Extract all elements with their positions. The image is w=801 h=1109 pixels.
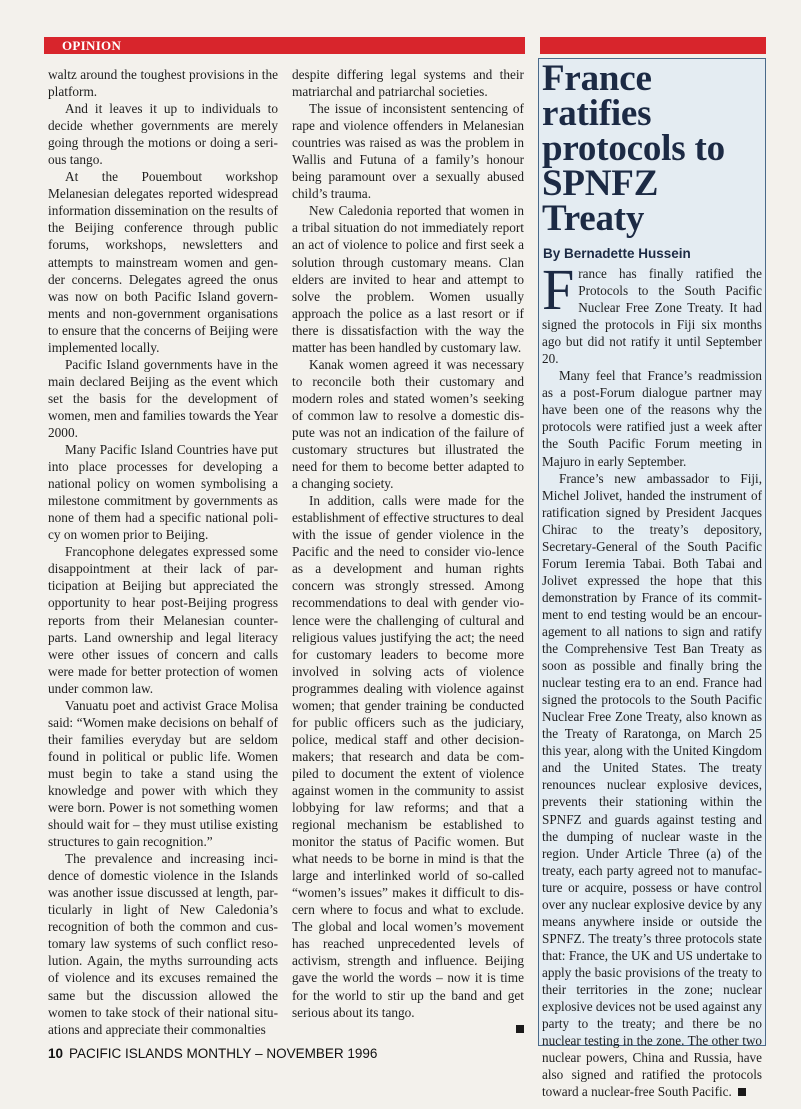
paragraph: Francophone delegates expressed some disappointment at their lack of par-ticipation at Beijing but appreciated the opportunity to hear post-Beijing progress reports from their Melanesian counter-parts. Land ownership and legal literacy were other issues of concern and calls were made for better protection of women under common law. <box>48 544 278 696</box>
paragraph: And it leaves it up to individuals to decide whether governments are merely going through the motions or doing a seri-ous tango. <box>48 101 278 168</box>
paragraph: Pacific Island governments have in the main declared Beijing as the event which set the basis for the development of women, men and families towards the Year 2000. <box>48 356 278 440</box>
sidebar-article <box>538 58 766 1100</box>
paragraph: The issue of inconsistent sentencing of rape and violence offenders in Melanesian countries was raised as was the problem in Wallis and Futuna of a family’s honour being paramount over a sexually abused child’s trauma. <box>292 101 524 202</box>
paragraph: New Caledonia reported that women in a tribal situation do not immediately report an act of violence to police and first seek a solution through customary means. Clan elders are invited to hear and attempt to solve the problem. Women usually approach the police as a last resort or if there is dissatisfaction with the way the matter has been handled by customary law. <box>292 203 524 355</box>
end-of-article-mark <box>516 1025 524 1033</box>
drop-cap: F <box>542 257 575 322</box>
paragraph: Vanuatu poet and activist Grace Molisa said: “Women make decisions on behalf of their families everyday but are seldom found in political or public life. Women must begin to take a stand using the knowledge and power with which they were born. Power is not something women should wait for – they must utilise existing structures to gain recognition.” <box>48 697 278 850</box>
paragraph: The prevalence and increasing inci-dence of domestic violence in the Islands was another issue discussed at length, par-ticularly in light of New Caledonia’s recognition of both the common and cus-tomary law systems of such conflict reso-lution. Again, the myths surrounding acts of violence and its excuses remained the same but the discussion allowed the women to take stock of their national situ-ations and appreciate their commonalties <box>48 851 278 1037</box>
sidebar-headline: France ratifies protocols to SPNFZ Treaty <box>542 58 725 239</box>
page-footer <box>48 1046 377 1061</box>
article-column-1 <box>48 66 278 1038</box>
sidebar-banner <box>540 37 766 54</box>
section-label: OPINION <box>62 38 122 53</box>
paragraph: In addition, calls were made for the establishment of effective structures to deal with the issue of gender violence in the Pacific and the need to consider vio-lence as a development and human rights concern was strongly stressed. Among recommendations to deal with gender vio-lence were the challenging of cultural and religious values justifying the act; the need for customary leaders to become more involved in solving acts of violence programmes dealing with violence against women; that gender training be conducted for public officers such as the judiciary, police, medical staff and other decision-makers; that research and data be com-piled to document the extent of violence against women in the community to assist lobbying for law reforms; and that a regional mechanism be established to monitor the status of Pacific women. But what needs to be borne in mind is that the large and interlinked world of so-called “women’s issues” makes it difficult to dis-cern where to focus and what to exclude. The global and local women’s movement has reached unprecedented levels of activism, strength and influence. Beijing gave the world the words – now it is time for the world to stir up the band and get serious about its tango. <box>292 493 524 1020</box>
paragraph: despite differing legal systems and their matriarchal and patriarchal societies. <box>292 67 524 100</box>
paragraph: Kanak women agreed it was necessary to reconcile both their customary and modern roles and stated women’s seeking of common law to resolve a domestic dis-pute was not an indication of the failure of customary structures but illustrated the need for them to become better adapted to a changing society. <box>292 356 524 492</box>
page-number: 10 <box>48 1046 64 1061</box>
paragraph: Many Pacific Island Countries have put into place processes for developing a national policy on women symbolising a milestone commitment by governments as none of them had a specific national poli-cy on women prior to Beijing. <box>48 442 278 543</box>
article-column-2 <box>292 66 524 1033</box>
paragraph: waltz around the toughest provisions in the platform. <box>48 67 278 100</box>
byline: By Bernadette Hussein <box>543 246 691 261</box>
end-of-article-mark <box>738 1088 746 1096</box>
publication-line: PACIFIC ISLANDS MONTHLY – NOVEMBER 1996 <box>69 1046 378 1061</box>
paragraph <box>542 257 762 367</box>
lead-text: rance has finally ratified the Protocols to the South Pacific Nuclear Free Zone Treaty. It had signed the protocols in Fiji six months ago but did not ratify it until September 20. <box>542 266 762 367</box>
paragraph: At the Pouembout workshop Melanesian delegates reported widespread information dissemination on the results of the Beijing conference through public forums, workshops, newsletters and attempts to mainstream women and gen-der concerns. Delegates agreed the onus was now on both Pacific Island govern-ments and non-government organisations to ensure that the concerns of Beijing were implemented locally. <box>48 169 278 355</box>
paragraph <box>542 470 762 1101</box>
paragraph: Many feel that France’s readmission as a post-Forum dialogue partner may have been one of the reasons why the protocols were ratified just a week after the South Pacific Forum meeting in Majuro in early September. <box>542 368 762 469</box>
paragraph-text: France’s new ambassador to Fiji, Michel Jolivet, handed the instrument of ratification signed by President Jacques Chirac to the treaty’s depository, Secretary-General of the South Pacific Forum Ieremia Tabai. Both Tabai and Jolivet expressed the hope that this demonstration by France of its commit-ment to end testing would be an encour-agement to all nations to sign and ratify the Comprehensive Test Ban Treaty as soon as possible and finally bring the nuclear testing era to an end. France had signed the protocols to the South Pacific Nuclear Free Zone Treaty, also known as the Treaty of Raratonga, on March 25 this year, along with the United Kingdom and the United States. The treaty renounces nuclear explosive devices, prevents their stationing within the SPNFZ and guards against testing and the dumping of nuclear waste in the region. Under Article Three (a) of the treaty, each party agreed not to manufac-ture or acquire, possess or have control over any nuclear explosive device by any means anywhere inside or outside the SPNFZ. The treaty’s three protocols state that: France, the UK and US undertake to apply the basic provisions of the treaty to their territories in the zone; nuclear explosive devices not be used against any party to the treaty; and there be no nuclear testing in the zone. The other two nuclear powers, China and Russia, have also signed and ratified the protocols toward a nuclear-free South Pacific. <box>542 470 762 1100</box>
